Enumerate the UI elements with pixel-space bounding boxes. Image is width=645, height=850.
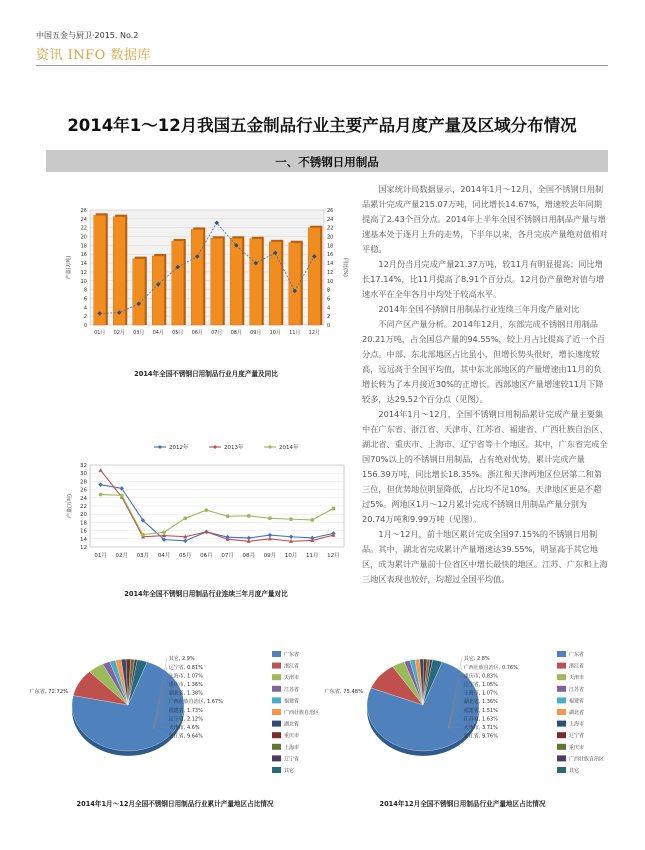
cumulative-region-pie (29, 645, 330, 785)
legend-swatch (272, 709, 281, 715)
series-point (289, 517, 293, 521)
x-tick-label: 02月 (113, 330, 125, 336)
x-tick-label: 05月 (172, 330, 184, 336)
slice-label: 重庆市, 1.36% (168, 682, 203, 688)
y-tick-label: 24 (80, 495, 87, 502)
legend-swatch (557, 744, 566, 750)
x-tick-label: 11月 (306, 553, 319, 559)
y2-tick-label: 4 (327, 305, 331, 312)
x-tick-label: 12月 (327, 553, 340, 559)
legend-label: 浙江省 (284, 663, 300, 670)
slice-label: 广东省, 75.48% (324, 689, 363, 695)
slice-label: 辽宁省, 0.81% (168, 664, 203, 671)
legend-label: 福建省 (284, 698, 300, 705)
legend-label: 天津市 (284, 675, 300, 682)
paragraph: 2014年全国不锈钢日用制品行业连续三年月度产量对比 (378, 304, 580, 314)
x-tick-label: 08月 (230, 330, 242, 336)
legend-swatch (272, 697, 281, 703)
bar (113, 217, 125, 325)
legend-label: 广西壮族自治区 (569, 756, 605, 763)
legend-swatch (557, 767, 566, 773)
legend-label: 辽宁省 (569, 733, 585, 740)
legend-swatch (272, 732, 281, 738)
y-tick-label: 16 (80, 252, 87, 259)
paragraph: 不同产区产量分析。2014年12月，东部完成不锈钢日用制品20.21万吨，占全国总产量的94.55%，较上月占比提高了近一个百分点。中部、东北部地区占比虽小，但增长势头很好，增长速度较高，远远高于全国平均值，其中东北部地区的产量增速由11月的负增长转为了本月接近30%的正增长。西部地区产量增速较11月下降较多，达29.52个百分点（见图）。 (362, 319, 605, 404)
section-label: 资讯 INFO 数据库 (36, 48, 151, 63)
x-tick-label: 11月 (289, 330, 301, 336)
legend-marker (158, 445, 161, 448)
series-point (247, 514, 251, 518)
legend-label: 福建省 (569, 698, 585, 705)
legend-swatch (557, 686, 566, 692)
legend-label: 江苏省 (284, 686, 300, 693)
december-region-pie (324, 645, 610, 785)
legend-label: 浙江省 (569, 663, 585, 670)
y2-tick-label: 10 (327, 278, 334, 285)
bar (211, 238, 223, 325)
legend-swatch (272, 651, 281, 657)
legend-swatch (557, 697, 566, 703)
slice-label: 上海市, 1.07% (463, 690, 498, 697)
slice-label: 其它, 2.9% (168, 656, 195, 663)
legend-swatch (272, 744, 281, 750)
chart2-caption: 2014年全国不锈钢日用制品行业连续三年月度产量对比 (124, 590, 288, 598)
x-tick-label: 03月 (133, 330, 145, 336)
y2-tick-label: 2 (327, 314, 331, 321)
x-tick-label: 08月 (242, 553, 255, 559)
legend-label: 广西壮族自治区 (284, 710, 320, 716)
y-tick-label: 32 (80, 463, 87, 469)
legend-label: 辽宁省 (284, 756, 300, 763)
paragraph: 国家统计局数据显示，2014年1月～12月，全国不锈钢日用制品累计完成产量215.07万吨，同比增长14.67%，增速较去年同期提高了2.43个百分点。2014年上半年全国不锈钢日用制品产量与增速基本处于逐月上升的走势，下半年以来，各月完成产量绝对值相对平稳。 (362, 184, 608, 254)
legend-label: 江苏省 (569, 686, 585, 693)
legend-label: 其它 (284, 768, 295, 774)
series-point (332, 507, 336, 511)
header-divider (36, 65, 608, 66)
legend-label: 广东省 (284, 652, 300, 658)
y-tick-label: 20 (80, 234, 87, 241)
x-tick-label: 12月 (308, 330, 320, 336)
slice-label: 广西壮族自治区, 1.67% (168, 699, 223, 706)
legend-swatch (272, 674, 281, 680)
bar (308, 228, 320, 325)
bar (152, 256, 164, 325)
y-tick-label: 14 (80, 261, 87, 268)
bar (94, 215, 106, 325)
y-tick-label: 14 (80, 536, 87, 543)
legend-marker (213, 445, 216, 448)
series-point (120, 493, 124, 497)
legend-label: 广东省 (569, 652, 585, 658)
y2-tick-label: 24 (327, 216, 334, 223)
y2-tick-label: 26 (327, 208, 334, 214)
legend-label: 重庆市 (569, 744, 585, 751)
bar (133, 259, 145, 325)
slice-label: 浙江省, 9.64% (168, 733, 203, 740)
y-tick-label: 12 (80, 269, 87, 276)
y2-tick-label: 6 (327, 296, 331, 303)
bar (250, 239, 262, 325)
y2-tick-label: 18 (327, 243, 334, 250)
y-tick-label: 4 (83, 305, 87, 312)
y-tick-label: 24 (80, 216, 87, 223)
legend-label: 其它 (569, 768, 580, 774)
y-tick-label: 22 (80, 225, 87, 232)
x-tick-label: 09月 (250, 330, 262, 336)
series-point (99, 493, 103, 497)
chart1-caption: 2014年全国不锈钢日用制品行业月度产量及同比 (134, 370, 278, 378)
slice-label: 上海市, 1.07% (168, 673, 203, 680)
pie1-caption: 2014年1月～12月全国不锈钢日用制品行业累计产量地区占比情况 (76, 800, 274, 808)
legend-swatch (557, 755, 566, 761)
series-point (162, 530, 166, 534)
slice-label: 浙江省, 9.76% (463, 733, 498, 740)
legend-swatch (557, 674, 566, 680)
legend-label: 上海市 (284, 744, 300, 751)
y2-tick-label: 14 (327, 261, 334, 268)
legend-label: 湖北省 (284, 721, 300, 728)
y2-tick-label: 20 (327, 234, 334, 241)
y-tick-label: 18 (80, 520, 87, 527)
y-tick-label: 2 (83, 314, 87, 321)
legend-swatch (272, 663, 281, 669)
y-tick-label: 10 (80, 278, 87, 285)
series-point (310, 518, 314, 522)
y-tick-label: 18 (80, 243, 87, 250)
x-tick-label: 09月 (263, 553, 277, 559)
pie2-caption: 2014年12月全国不锈钢日用制品行业产量地区占比情况 (379, 800, 546, 808)
y-tick-label: 28 (80, 479, 87, 486)
y-tick-label: 30 (80, 471, 87, 478)
article-title: 2014年1～12月我国五金制品行业主要产品月度产量及区域分布情况 (67, 116, 577, 135)
legend-swatch (557, 721, 566, 727)
y2-tick-label: 0 (327, 323, 331, 329)
legend-label: 天津市 (569, 675, 585, 682)
x-tick-label: 01月 (94, 330, 106, 336)
slice-label: 江苏省, 1.63% (463, 716, 498, 723)
y-tick-label: 6 (83, 296, 87, 303)
y-tick-label: 16 (80, 528, 87, 535)
series-point (226, 514, 230, 518)
x-tick-label: 04月 (157, 553, 171, 559)
slice-label: 福建省, 1.51% (463, 707, 498, 714)
y-tick-label: 0 (83, 323, 87, 329)
y2-axis-label: 同比(%) (342, 258, 348, 277)
y2-tick-label: 8 (327, 287, 331, 294)
legend-swatch (557, 663, 566, 669)
three-year-comparison-chart (62, 435, 350, 575)
legend-label: 2012年 (169, 445, 189, 451)
y-tick-label: 26 (80, 208, 87, 214)
bar (191, 229, 203, 325)
y-axis-label: 产量(万吨) (67, 494, 73, 518)
article-body (362, 182, 608, 587)
x-tick-label: 01月 (94, 553, 107, 559)
slice-label: 辽宁省, 2.12% (168, 716, 203, 723)
x-tick-label: 03月 (136, 553, 150, 559)
section-heading: 一、不锈钢日用制品 (275, 155, 379, 169)
legend-label: 2014年 (279, 445, 299, 451)
y-tick-label: 22 (80, 504, 87, 510)
y-tick-label: 20 (80, 512, 87, 519)
series-point (205, 508, 209, 512)
series-point (141, 533, 145, 537)
x-tick-label: 07月 (221, 553, 234, 559)
paragraph: 2014年1月～12月，全国不锈钢日用制品累计完成产量主要集中在广东省、浙江省、天津市、江苏省、福建省、广西壮族自治区、湖北省、重庆市、上海市、辽宁省等十个地区。其中，广东省完成全国70%以上的不锈钢日用制品，占有绝对优势，累计完成产量156.39万吨，同比增长18.35%。浙江和天津两地区位居第二和第三位，但优势地位明显降低，占比均不足10%。天津地区更是不超过5%。两地区1月～12月累计完成不锈钢日用制品产量分别为20.74万吨和9.99万吨（见图）。 (362, 409, 608, 524)
x-tick-label: 02月 (115, 553, 128, 559)
y2-tick-label: 22 (327, 225, 334, 232)
series-point (183, 516, 187, 520)
slice-label: 其它, 2.8% (463, 656, 490, 663)
y-tick-label: 12 (80, 545, 87, 551)
monthly-output-chart (62, 192, 350, 347)
slice-label: 重庆市, 0.83% (463, 673, 498, 680)
legend-label: 2013年 (224, 445, 244, 451)
paragraph: 12月份当月完成产量21.37万吨，较11月有明显提高；同比增长17.14%，比11月提高了8.91个百分点。12月份产量绝对值与增速水平在全年各月中均处于较高水平。 (362, 259, 605, 299)
slice-label: 辽宁省, 1.05% (463, 682, 498, 688)
legend-swatch (557, 709, 566, 715)
legend-swatch (557, 651, 566, 657)
legend-label: 湖北省 (569, 710, 585, 716)
legend-swatch (272, 755, 281, 761)
legend-label: 重庆市 (284, 733, 300, 740)
x-tick-label: 07月 (211, 330, 223, 336)
y-tick-label: 26 (80, 487, 87, 494)
bar (230, 238, 242, 325)
series-point (268, 516, 272, 520)
slice-label: 天津市, 3.71% (463, 725, 498, 731)
journal-name: 中国五金与厨卫·2015. No.2 (36, 31, 139, 40)
bar (172, 241, 184, 325)
y-tick-label: 8 (83, 287, 87, 294)
y2-tick-label: 16 (327, 252, 334, 259)
x-tick-label: 04月 (152, 330, 164, 336)
legend-swatch (272, 721, 281, 727)
x-tick-label: 10月 (269, 330, 281, 336)
paragraph: 1月～12月，前十地区累计完成全国97.15%的不锈钢日用制品。其中，湖北省完成累计产量增速达39.55%，明显高于其它地区，成为累计产量前十位省区中增长最快的地区。江苏、广东和上海三地区表现也较好，均超过全国平均值。 (362, 529, 608, 584)
x-tick-label: 05月 (179, 553, 192, 559)
legend-label: 上海市 (569, 721, 585, 728)
legend-swatch (272, 767, 281, 773)
y-axis-label: 产量(万吨) (66, 255, 72, 280)
slice-label: 湖北省, 1.38% (168, 690, 203, 697)
x-tick-label: 10月 (284, 553, 298, 559)
x-tick-label: 06月 (191, 330, 203, 336)
slice-label: 广东省, 72.72% (29, 689, 68, 695)
legend-swatch (272, 686, 281, 692)
legend-swatch (557, 732, 566, 738)
slice-label: 广西壮族自治区, 0.76% (463, 664, 518, 671)
slice-label: 天津市, 4.6% (168, 725, 200, 731)
x-tick-label: 06月 (200, 553, 213, 559)
slice-label: 湖北省, 1.36% (463, 699, 498, 706)
slice-label: 福建省, 1.73% (168, 707, 203, 714)
legend-marker (268, 445, 271, 448)
y2-tick-label: 12 (327, 269, 334, 276)
